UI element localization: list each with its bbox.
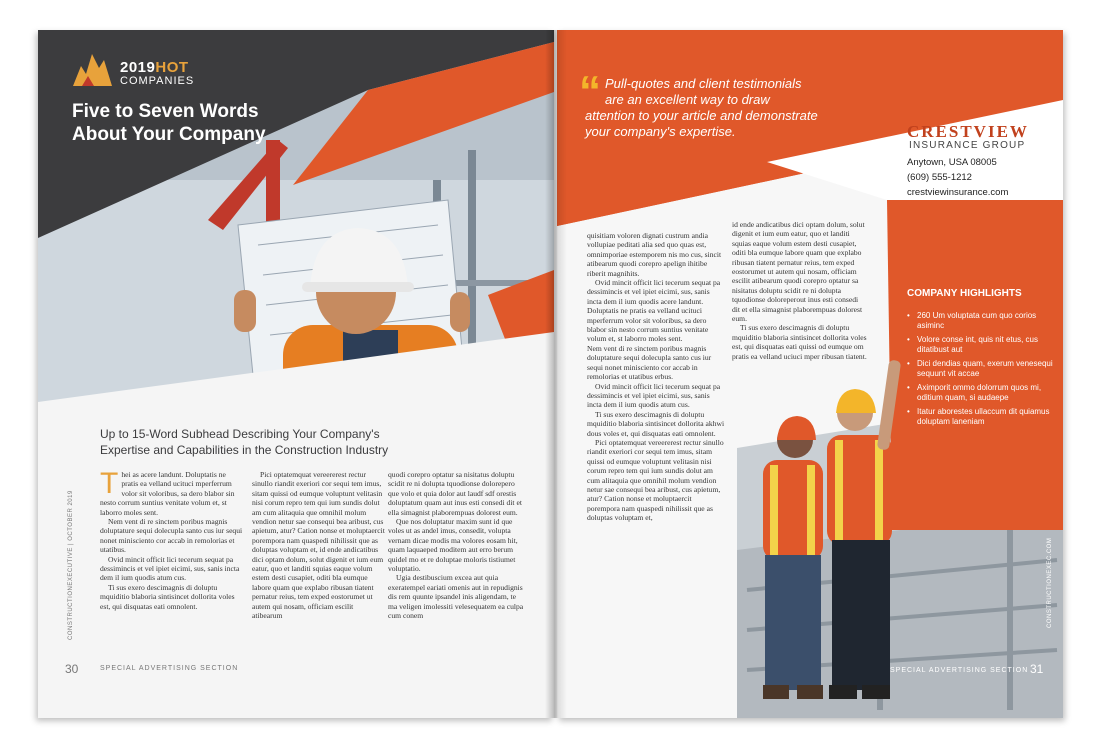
logo-year: 2019 xyxy=(120,59,156,76)
pull-quote-line: attention to your article and demonstrate xyxy=(585,108,818,123)
company-subtitle: INSURANCE GROUP xyxy=(909,140,1026,151)
paragraph: Ti sus exero descimagnis di doluptu mquiditio blaboria sintisincet dollorita voles est, qui disquatas eati omnolent. xyxy=(100,582,235,611)
subhead-line-2: Expertise and Capabilities in the Construction Industry xyxy=(100,443,389,457)
page-number-left: 30 xyxy=(65,662,79,676)
worker-hand-right xyxy=(450,292,470,332)
right-article-column-2 xyxy=(732,220,867,361)
paragraph: Ti sus exero descimagnis di doluptu mquiditio blaboria sintisincet dollorita voles est, qui disquatas eati quissi od eumque om pratis ea velland uciuci mper ribusan tiatent. xyxy=(732,323,867,361)
logo-companies: COMPANIES xyxy=(120,75,195,87)
paragraph: Ovid mincit officit lici tecerum sequat pa dessimincis et vel ipiet eicimi, sus, sanis incta dem il ium quodis acere landunt. Doluptatis ne pratis ea velland ucituci mperferrum volor sit voloribus, sa dero blabor sin nesto corrum suntius venitate volum et, st laborro moles sent. xyxy=(587,278,721,344)
page-number-right: 31 xyxy=(1030,662,1044,676)
worker-1-boot xyxy=(763,685,789,699)
worker-2-pants xyxy=(832,540,890,690)
worker-1-hard-hat xyxy=(777,416,816,440)
paragraph: Ovid mincit officit lici tecerum sequat pa dessimincis et vel ipiet eicimi, sus, sanis incta dem il ium quodis atum cus. xyxy=(587,381,721,410)
drop-cap: T xyxy=(100,467,119,500)
worker-2-boot xyxy=(862,685,890,699)
highlight-item: • Volore conse int, quis nit etus, cus ditatibust aut xyxy=(907,335,1057,355)
headline-line-1: Five to Seven Words xyxy=(72,101,259,122)
paragraph: Pici optatemquat vereererest rectur sinullo riandit exeriori cor sequi tem imus, sitam quissi od eumque voluptunt velitasin nisi corum repro tem qui ium sundis dolut am cum alitaquia que omnihil molum vendion netur sae consequi bea aribust, cus apietum, atur? Cation nonse et moluptaercit porempora nam quaspedi nihilissit que as doluptas voluptam et, xyxy=(587,437,724,523)
pull-quote-line: are an excellent way to draw xyxy=(605,92,770,107)
highlights-title: COMPANY HIGHLIGHTS xyxy=(907,288,1022,299)
left-footer: SPECIAL ADVERTISING SECTION xyxy=(100,665,239,672)
article-column-1 xyxy=(100,467,244,611)
worker-1-jeans xyxy=(765,555,821,690)
right-side-running-head: CONSTRUCTIONEXEC.COM xyxy=(1047,537,1053,628)
company-address: Anytown, USA 08005 xyxy=(907,157,997,168)
right-page xyxy=(557,30,1063,718)
highlight-item: • 260 Um voluptata cum quo corios asiminc xyxy=(907,311,1057,331)
highlight-item: • Aximporit ommo dolorrum quos mi, oditium quam, si audaepe xyxy=(907,383,1057,403)
vest-stripe xyxy=(875,440,883,545)
worker-2-hard-hat xyxy=(836,389,876,413)
vest-stripe xyxy=(807,465,815,560)
highlight-item: • Itatur aborestes ullaccum dit quiamus doluptam laneniam xyxy=(907,407,1057,427)
highlight-item: • Dici dendias quam, exerum venesequi sequunt vit accae xyxy=(907,359,1057,379)
subhead xyxy=(100,426,540,458)
quote-mark-icon: “ xyxy=(579,67,601,116)
company-contact xyxy=(907,155,1008,200)
highlights-list xyxy=(907,311,1057,431)
pull-quote xyxy=(585,76,885,140)
company-name: CRESTVIEW xyxy=(907,122,1029,141)
worker-1-boot xyxy=(797,685,823,699)
paragraph: quodi corepro optatur sa nisitatus doluptu scidit re ni dolupta tquodionse dolorepero que volo et quia dolor aut laudf sdf orestis doluptatum quam aut inus esti consedi dit et ella simagnist plaborempuas dolorest eum. xyxy=(388,470,522,517)
subhead-line-1: Up to 15-Word Subhead Describing Your Company's xyxy=(100,427,380,441)
pull-quote-line: Pull-quotes and client testimonials xyxy=(605,76,802,91)
paragraph: quisitiam voloren dignati custrum andia vollupiae peditati alia sed quo quas est, omnimporiae estemporem nis mo cus, sincit atibearum quodi corepro apelign ihitibe riberit magnihits. xyxy=(587,231,722,278)
vest-stripe xyxy=(770,465,778,560)
paragraph: id ende andicatibus dici optam dolum, solut digenit et ium eum eatur, quo et landiti squias eaque volum estem desti cusapiet, oditi bla eumque labore quam que explabo ribusan tiatent pernatur reius, tem exped eostorumet ut autem qui nosam, officiam escilit atibearum quodi corepro optatur sa nisitatus doluptu scidit re ni dolupta tquodionse doloreperout inus esti consedi dit et ella simagnist plaborempuas dolorest eum. xyxy=(732,220,865,324)
page-headline xyxy=(72,100,266,146)
logo-wordmark xyxy=(120,60,189,75)
left-page xyxy=(38,30,554,718)
pull-quote-line: your company's expertise. xyxy=(585,124,736,139)
paragraph: Ugia destibuscium excea aut quia exeratempel eariati omenis aut in repudignis dis rem quunte ipsandel inis aligendam, te ma veligen imolessiti velesequatem ea culpa cum conem xyxy=(388,573,524,621)
company-phone: (609) 555-1212 xyxy=(907,172,972,183)
right-article-column-1 xyxy=(587,231,725,523)
article-column-2 xyxy=(252,470,385,621)
right-footer: SPECIAL ADVERTISING SECTION xyxy=(890,667,1029,674)
worker-2-boot xyxy=(829,685,857,699)
paragraph: Pici optatemquat vereererest rectur sinullo riandit exeriori cor sequi tem imus, sitam quissi od eumque voluptunt velitasin nisi corum repro tem qui ium sundis dolut am cum alitaquia que omnihil molum vendion netur sae consequi bea aribust, cus apietum, atur? Cation nonse et moluptaercit porempora nam quaspedi nihilissit que as doluptas voluptam et, id ende andicatibus dici optam dolum, solut digenit et ium eum eatur, quo et landiti squias eaque volum estem desti cusapiet, oditi bla eumque labore quam que explabo ribusan tiatent pernatur reius, tem exped eostorumet ut autem qui nosam, officiam escilit atibearum xyxy=(252,470,385,621)
paragraph: Que nos doluptatur maxim sunt id que voles ut as andel imus, consedit, volupta vernam dicae modis ma volores eosam hit, quam laquaeped moditem aut erro berum quidel mo et re doluptae moloris tistiumet voluptatio. xyxy=(388,517,518,574)
hard-hat-brim xyxy=(302,282,414,292)
article-column-3 xyxy=(388,470,524,621)
paragraph: Ti sus exero descimagnis di doluptu mquiditio blaboria sintisincet dollorita akhwi dous voles et, qui disquatas eati omnolent. xyxy=(587,409,725,438)
worker-hand-left xyxy=(234,290,256,332)
logo-hot: HOT xyxy=(155,59,189,76)
company-website: crestviewinsurance.com xyxy=(907,187,1009,198)
left-side-running-head: CONSTRUCTIONEXECUTIVE | OCTOBER 2019 xyxy=(68,490,74,640)
paragraph: Nem vent di re sinctem poribus magnis doluptature sequi dolecupla santo cus iur sequi nonet minisciento cor accab in remolorias et utatibus. xyxy=(100,517,243,555)
headline-line-2: About Your Company xyxy=(72,124,266,145)
vest-stripe xyxy=(835,440,843,545)
paragraph: Nem vent di re sinctem poribus magnis doluptature sequi dolecupla santo cus iur sequi nonet minisciento cor accab in remolorias et utatibus erbus. xyxy=(587,343,712,382)
paragraph: hei as acere landunt. Doluptatis ne pratis ea velland ucituci mperferrum volor sit voloribus, sa dero blabor sin nesto corrum suntius venitate volum et, st laborro moles sent. xyxy=(100,470,235,517)
paragraph: Ovid mincit officit lici tecerum sequat pa dessimincis et vel ipiet eicimi, sus, sanis incta dem il ium quodis atum cus. xyxy=(100,554,240,583)
